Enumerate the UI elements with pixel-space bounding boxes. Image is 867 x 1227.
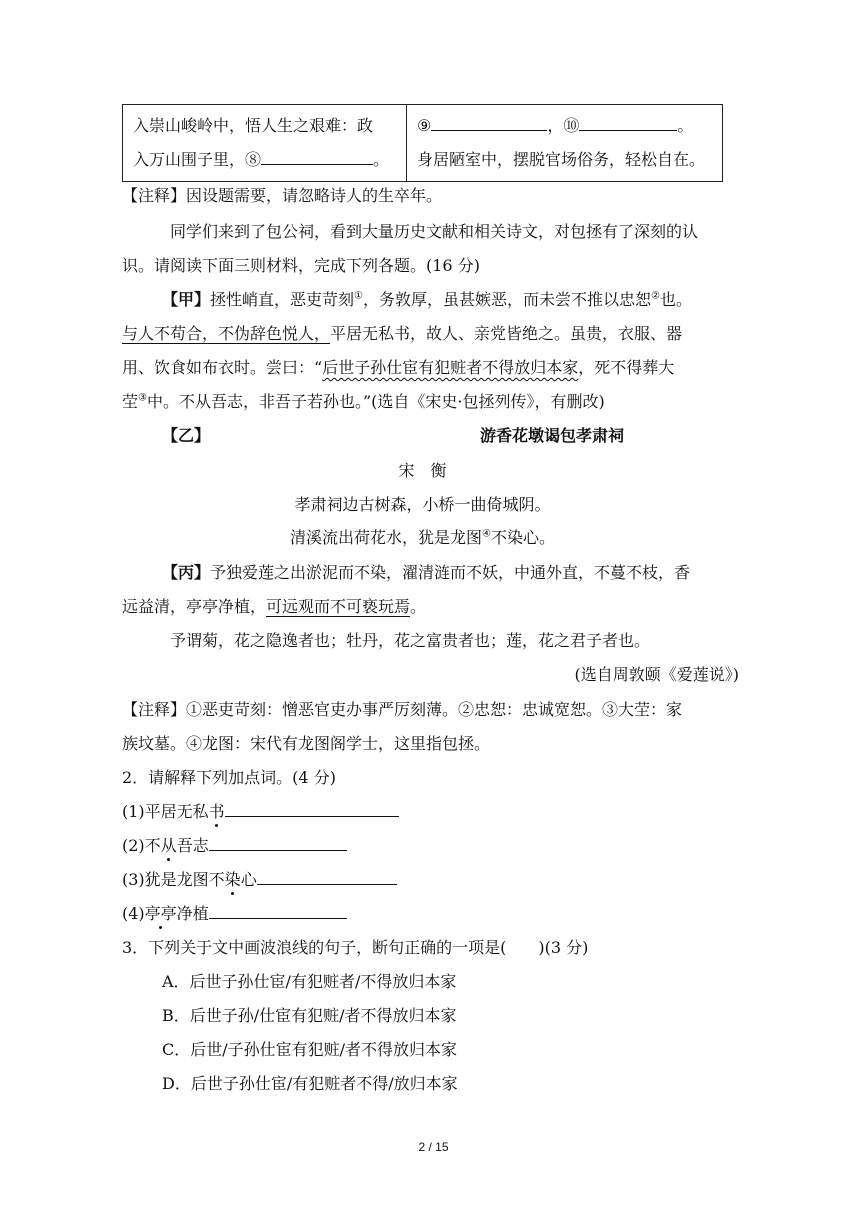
dotted-word: 从	[160, 836, 177, 855]
dotted-word: 亭亭	[144, 904, 177, 923]
answer-blank-8[interactable]	[261, 150, 373, 165]
poem-line1: 孝肃祠边古树森，小桥一曲倚城阴。	[294, 495, 551, 514]
q2-item-3: (3)犹是龙图不染心	[122, 867, 397, 890]
underlined-sentence-2: 可远观而不可亵玩焉	[266, 597, 411, 616]
passage-jia-line2: 与人不苟合，不伪辞色悦人，平居无私书，故人、亲党皆绝之。虽贵，衣服、器	[122, 324, 683, 343]
note-2-line1: 【注释】①恶吏苛刻：憎恶官吏办事严厉刻薄。②忠恕：忠诚宽恕。③大茔：家	[122, 700, 683, 719]
poem-author: 宋 衡	[398, 461, 447, 480]
passage-bing-source: (选自周敦颐《爱莲说》)	[574, 665, 739, 684]
answer-field-4[interactable]	[209, 904, 347, 919]
dotted-word: 书	[208, 802, 225, 821]
poem-title: 游香花墩谒包孝肃祠	[480, 428, 625, 445]
table-left-line2: 入万山围子里，⑧	[133, 150, 262, 169]
note-2-line2: 族坟墓。④龙图：宋代有龙图阁学士，这里指包拯。	[122, 734, 491, 753]
q2-item-4: (4)亭亭净植	[122, 901, 347, 924]
intro-line1: 同学们来到了包公祠，看到大量历史文献和相关诗文，对包拯有了深刻的认	[170, 222, 699, 241]
passage-jia-line1: 【甲】拯性峭直，恶吏苛刻①，务敦厚，虽甚嫉恶，而未尝不推以忠恕②也。	[162, 290, 692, 309]
answer-field-1[interactable]	[225, 802, 399, 817]
question-2-title: 2．请解释下列加点词。(4 分)	[122, 768, 336, 787]
q3-option-a[interactable]: A．后世子孙仕宦/有犯赃者/不得放归本家	[162, 972, 457, 991]
q2-item-2: (2)不从吾志	[122, 833, 347, 856]
table-left-line1: 入崇山峻岭中，悟人生之艰难：政	[133, 116, 374, 135]
q3-option-b[interactable]: B．后世子孙/仕宦有犯赃/者不得放归本家	[162, 1006, 457, 1025]
answer-field-3[interactable]	[257, 870, 397, 885]
passage-yi-label: 【乙】	[162, 428, 211, 445]
intro-line2: 识。请阅读下面三则材料，完成下列各题。(16 分)	[122, 256, 480, 275]
page-number: 2 / 15	[418, 1140, 449, 1154]
passage-jia-line3: 用、饮食如布衣时。尝曰：“后世子孙仕宦有犯赃者不得放归本家，死不得葬大	[122, 358, 675, 377]
q2-item-1: (1)平居无私书	[122, 799, 399, 822]
table-cell-right: ⑨ ，⑩ 。 身居陋室中，摆脱官场俗务，轻松自在。	[407, 105, 723, 182]
passage-bing-line3: 予谓菊，花之隐逸者也；牡丹，花之富贵者也；莲，花之君子者也。	[170, 631, 651, 650]
table-cell-left: 入崇山峻岭中，悟人生之艰难：政 入万山围子里，⑧ 。	[123, 105, 407, 182]
note-1: 【注释】因设题需要，请忽略诗人的生卒年。	[122, 186, 443, 205]
q3-option-d[interactable]: D．后世子孙仕宦/有犯赃者不得/放归本家	[162, 1074, 458, 1093]
answer-blank-10[interactable]	[579, 116, 677, 131]
answer-field-2[interactable]	[209, 836, 347, 851]
poem-line2: 清溪流出荷花水，犹是龙图④不染心。	[290, 528, 555, 547]
underlined-sentence: 与人不苟合，不伪辞色悦人，	[122, 324, 331, 343]
passage-jia-line4: 茔③中。不从吾志，非吾子若孙也。”(选自《宋史·包拯列传》，有删改)	[122, 392, 605, 411]
dotted-word: 染	[224, 870, 241, 889]
passage-bing-line2: 远益清，亭亭净植，可远观而不可亵玩焉。	[122, 597, 427, 616]
question-3-title: 3．下列关于文中画波浪线的句子，断句正确的一项是( )(3 分)	[122, 938, 589, 957]
table-right-line2: 身居陋室中，摆脱官场俗务，轻松自在。	[417, 150, 706, 169]
answer-blank-9[interactable]	[431, 116, 547, 131]
poem-timeline-table	[122, 104, 723, 182]
q3-option-c[interactable]: C．后世/子孙仕宦有犯赃/者不得放归本家	[162, 1040, 458, 1059]
wavy-underlined-sentence: 后世子孙仕宦有犯赃者不得放归本家	[322, 358, 579, 377]
passage-bing-line1: 【丙】予独爱莲之出淤泥而不染，濯清涟而不妖，中通外直，不蔓不枝，香	[162, 563, 691, 582]
